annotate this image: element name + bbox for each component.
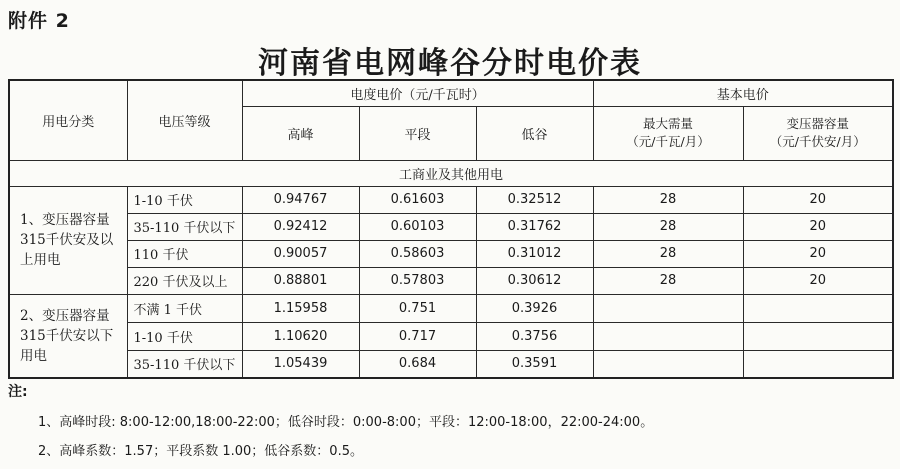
peak-price-cell: 0.94767	[242, 186, 359, 213]
header-category: 用电分类	[9, 80, 127, 160]
category-cell: 2、变压器容量315千伏安以下用电	[9, 294, 127, 378]
peak-price-cell: 1.10620	[242, 322, 359, 350]
section-label: 工商业及其他用电	[9, 160, 893, 186]
voltage-cell: 35-110 千伏以下	[127, 213, 242, 240]
valley-price-cell: 0.30612	[476, 267, 593, 294]
attachment-label: 附件 2	[8, 10, 70, 32]
flat-price-cell: 0.58603	[359, 240, 476, 267]
notes-section	[8, 381, 892, 469]
valley-price-cell: 0.32512	[476, 186, 593, 213]
flat-price-cell: 0.61603	[359, 186, 476, 213]
header-valley: 低谷	[476, 106, 593, 160]
page-title: 河南省电网峰谷分时电价表	[258, 46, 642, 81]
valley-price-cell: 0.3926	[476, 294, 593, 322]
max-demand-cell: 28	[593, 240, 743, 267]
header-max-demand-label: 最大需量	[643, 116, 694, 131]
capacity-cell	[743, 350, 893, 378]
max-demand-cell: 28	[593, 267, 743, 294]
note-item: 2、高峰系数：1.57；平段系数 1.00；低谷系数：0.5。	[38, 444, 363, 459]
max-demand-cell	[593, 322, 743, 350]
capacity-cell: 20	[743, 267, 893, 294]
peak-price-cell: 0.90057	[242, 240, 359, 267]
header-basic-price: 基本电价	[593, 80, 893, 106]
capacity-cell	[743, 322, 893, 350]
voltage-cell: 不满 1 千伏	[127, 294, 242, 322]
notes-title: 注:	[8, 384, 28, 400]
peak-price-cell: 1.05439	[242, 350, 359, 378]
max-demand-cell: 28	[593, 213, 743, 240]
voltage-cell: 1-10 千伏	[127, 186, 242, 213]
flat-price-cell: 0.717	[359, 322, 476, 350]
header-transformer-capacity-label: 变压器容量	[786, 116, 850, 131]
peak-price-cell: 0.88801	[242, 267, 359, 294]
category-cell: 1、变压器容量315千伏安及以上用电	[9, 186, 127, 294]
header-max-demand-unit: （元/千瓦/月）	[626, 134, 710, 149]
valley-price-cell: 0.31012	[476, 240, 593, 267]
tou-price-table	[8, 79, 894, 379]
header-transformer-capacity-unit: （元/千伏安/月）	[769, 134, 866, 149]
header-transformer-capacity	[743, 106, 893, 160]
flat-price-cell: 0.57803	[359, 267, 476, 294]
valley-price-cell: 0.3756	[476, 322, 593, 350]
peak-price-cell: 1.15958	[242, 294, 359, 322]
valley-price-cell: 0.31762	[476, 213, 593, 240]
voltage-cell: 220 千伏及以上	[127, 267, 242, 294]
flat-price-cell: 0.751	[359, 294, 476, 322]
header-max-demand	[593, 106, 743, 160]
header-flat: 平段	[359, 106, 476, 160]
header-energy-price: 电度电价（元/千瓦时）	[242, 80, 593, 106]
capacity-cell: 20	[743, 240, 893, 267]
header-voltage: 电压等级	[127, 80, 242, 160]
note-item: 1、高峰时段: 8:00-12:00,18:00-22:00；低谷时段：0:00-8:00；平段：12:00-18:00，22:00-24:00。	[38, 415, 654, 430]
valley-price-cell: 0.3591	[476, 350, 593, 378]
voltage-cell: 1-10 千伏	[127, 322, 242, 350]
capacity-cell	[743, 294, 893, 322]
max-demand-cell	[593, 294, 743, 322]
capacity-cell: 20	[743, 213, 893, 240]
max-demand-cell	[593, 350, 743, 378]
max-demand-cell: 28	[593, 186, 743, 213]
peak-price-cell: 0.92412	[242, 213, 359, 240]
voltage-cell: 110 千伏	[127, 240, 242, 267]
flat-price-cell: 0.684	[359, 350, 476, 378]
capacity-cell: 20	[743, 186, 893, 213]
voltage-cell: 35-110 千伏以下	[127, 350, 242, 378]
flat-price-cell: 0.60103	[359, 213, 476, 240]
header-peak: 高峰	[242, 106, 359, 160]
